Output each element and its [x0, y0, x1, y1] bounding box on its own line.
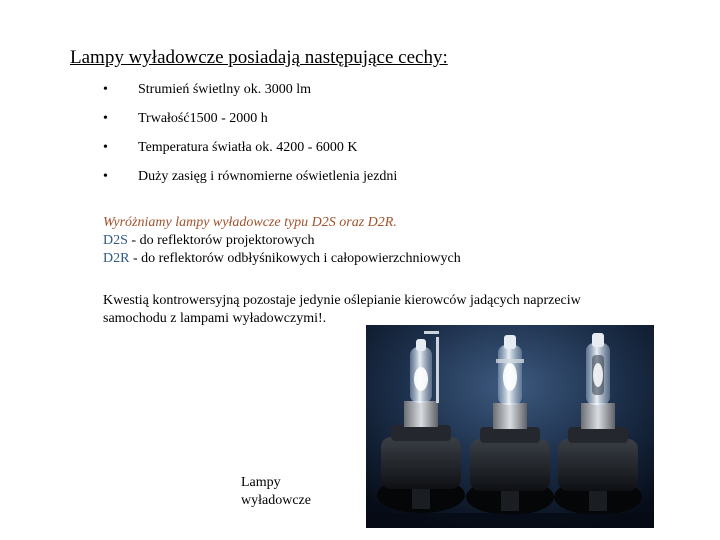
d2r-description: - do reflektorów odbłyśnikowych i całopowierzchniowych	[129, 251, 461, 266]
d2s-code: D2S	[103, 233, 128, 248]
feature-text: Strumień świetlny ok. 3000 lm	[138, 82, 312, 97]
bullet-icon: •	[103, 140, 108, 155]
d2r-code: D2R	[103, 251, 130, 266]
lamp-types-intro: Wyróżniamy lampy wyładowcze typu D2S oraz D2R.	[103, 215, 397, 230]
feature-text: Duży zasięg i równomierne oświetlenia jezdni	[138, 169, 398, 184]
feature-item	[103, 165, 397, 194]
controversy-note	[103, 292, 581, 328]
feature-list	[103, 78, 397, 194]
note-line: samochodu z lampami wyładowczymi!.	[103, 311, 327, 326]
feature-item	[103, 107, 397, 136]
feature-text: Trwałość1500 - 2000 h	[138, 111, 268, 126]
xenon-lamps-photo	[366, 325, 654, 528]
d2r-line	[103, 250, 461, 268]
bullet-icon: •	[103, 111, 108, 126]
photo-caption	[241, 474, 311, 510]
lamp-types	[103, 214, 461, 268]
feature-text: Temperatura światła ok. 4200 - 6000 K	[138, 140, 358, 155]
caption-line: wyładowcze	[241, 493, 311, 508]
bullet-icon: •	[103, 169, 108, 184]
d2s-description: - do reflektorów projektorowych	[127, 233, 315, 248]
d2s-line	[103, 232, 461, 250]
feature-item	[103, 78, 397, 107]
slide-title: Lampy wyładowcze posiadają następujące cechy:	[70, 47, 448, 68]
xenon-lamps-illustration	[366, 325, 654, 528]
feature-item	[103, 136, 397, 165]
caption-line: Lampy	[241, 475, 281, 490]
note-line: Kwestią kontrowersyjną pozostaje jedynie oślepianie kierowców jadących naprzeciw	[103, 293, 581, 308]
bullet-icon: •	[103, 82, 108, 97]
